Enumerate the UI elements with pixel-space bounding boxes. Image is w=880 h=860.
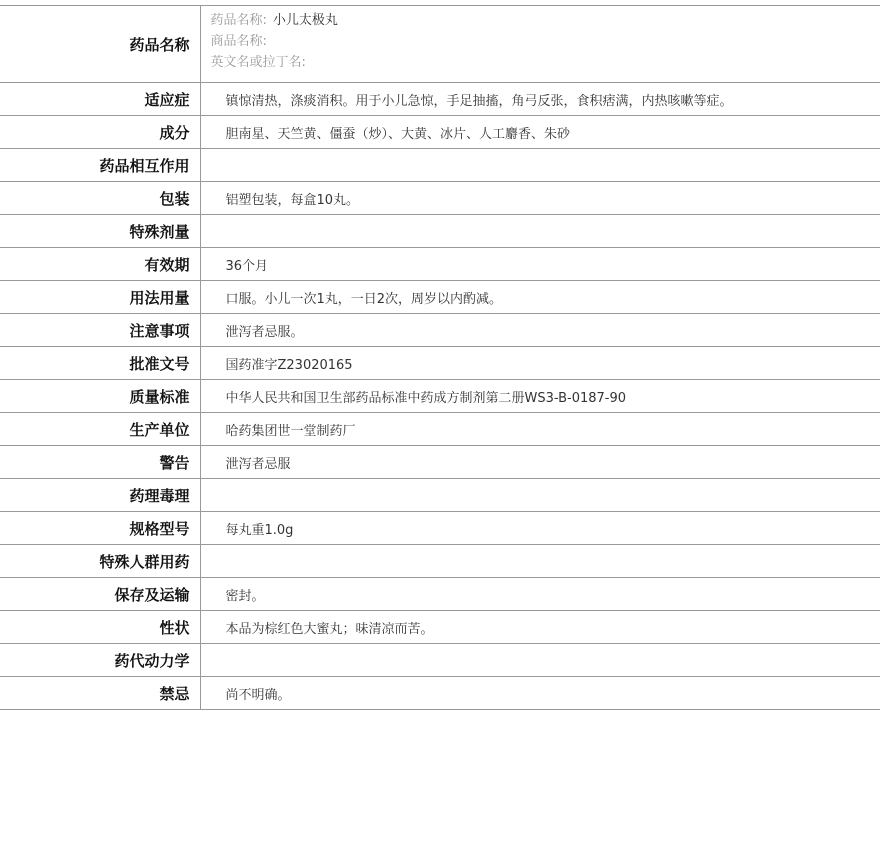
spec-label: 药品相互作用 <box>0 149 200 182</box>
spec-value: 中华人民共和国卫生部药品标准中药成方制剂第二册WS3-B-0187-90 <box>225 390 627 406</box>
spec-label: 生产单位 <box>0 413 200 446</box>
spec-row <box>0 149 880 182</box>
spec-label: 警告 <box>0 446 200 479</box>
spec-value-names <box>200 6 880 83</box>
spec-value: 铝塑包装，每盒10丸。 <box>225 192 360 208</box>
generic-name-label: 药品名称: <box>210 13 267 28</box>
spec-row <box>0 479 880 512</box>
spec-value: 每丸重1.0g <box>225 522 294 538</box>
spec-value: 本品为棕红色大蜜丸；味清凉而苦。 <box>225 621 434 637</box>
spec-row <box>0 116 880 149</box>
spec-row <box>0 512 880 545</box>
spec-value: 尚不明确。 <box>225 687 291 703</box>
spec-value: 泄泻者忌服 <box>225 456 291 472</box>
spec-label: 批准文号 <box>0 347 200 380</box>
spec-value: 哈药集团世一堂制药厂 <box>225 423 356 439</box>
spec-label: 规格型号 <box>0 512 200 545</box>
english-name-line <box>211 52 880 73</box>
spec-value: 胆南星、天竺黄、僵蚕（炒）、大黄、冰片、人工麝香、朱砂 <box>225 126 571 142</box>
spec-label: 包装 <box>0 182 200 215</box>
spec-label: 特殊人群用药 <box>0 545 200 578</box>
spec-row <box>0 677 880 710</box>
spec-label: 性状 <box>0 611 200 644</box>
spec-row-names <box>0 6 880 83</box>
spec-value <box>200 215 880 248</box>
spec-label: 质量标准 <box>0 380 200 413</box>
spec-label: 保存及运输 <box>0 578 200 611</box>
spec-row <box>0 545 880 578</box>
spec-row <box>0 380 880 413</box>
spec-label: 特殊剂量 <box>0 215 200 248</box>
english-name-label: 英文名或拉丁名: <box>210 55 306 70</box>
spec-label: 药代动力学 <box>0 644 200 677</box>
spec-row <box>0 314 880 347</box>
spec-row <box>0 644 880 677</box>
trade-name-line <box>211 31 880 52</box>
spec-value: 泄泻者忌服。 <box>225 324 304 340</box>
spec-label: 用法用量 <box>0 281 200 314</box>
spec-label: 成分 <box>0 116 200 149</box>
spec-row <box>0 182 880 215</box>
spec-row <box>0 281 880 314</box>
spec-row <box>0 578 880 611</box>
spec-value <box>200 149 880 182</box>
generic-name-value: 小儿太极丸 <box>272 13 338 28</box>
spec-label: 有效期 <box>0 248 200 281</box>
spec-label: 注意事项 <box>0 314 200 347</box>
spec-label: 禁忌 <box>0 677 200 710</box>
spec-value <box>200 545 880 578</box>
generic-name-line <box>211 10 880 31</box>
spec-label-names: 药品名称 <box>0 6 200 83</box>
spec-row <box>0 413 880 446</box>
trade-name-label: 商品名称: <box>210 34 267 49</box>
spec-label: 适应症 <box>0 83 200 116</box>
spec-label: 药理毒理 <box>0 479 200 512</box>
spec-value: 口服。小儿一次1丸，一日2次，周岁以内酌减。 <box>225 291 503 307</box>
drug-spec-table <box>0 5 880 710</box>
spec-value <box>200 644 880 677</box>
spec-row <box>0 215 880 248</box>
spec-value: 镇惊清热，涤痰消积。用于小儿急惊，手足抽搐，角弓反张，食积痞满，内热咳嗽等症。 <box>225 93 733 109</box>
spec-value: 36个月 <box>225 258 269 274</box>
spec-value: 国药准字Z23020165 <box>225 357 353 373</box>
spec-row <box>0 446 880 479</box>
spec-row <box>0 611 880 644</box>
spec-row <box>0 248 880 281</box>
spec-value <box>200 479 880 512</box>
spec-value: 密封。 <box>225 588 265 604</box>
spec-row <box>0 347 880 380</box>
drug-spec-table-body <box>0 6 880 710</box>
spec-row <box>0 83 880 116</box>
